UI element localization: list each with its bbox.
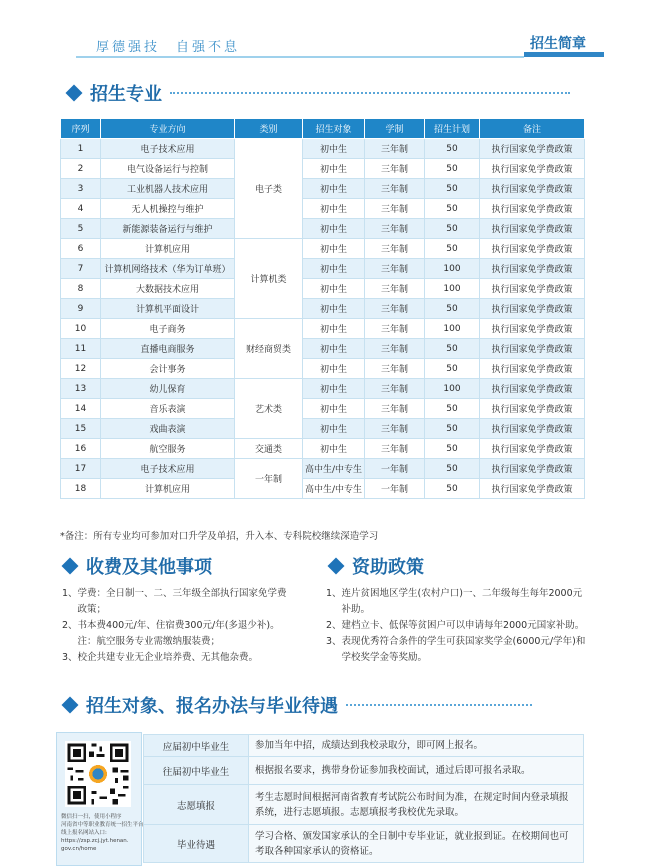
- row-text: 考生志愿时间根据河南省教育考试院公布时间为准，在规定时间内登录填报系统，进行志愿填报。志愿填报考我校优先录取。: [249, 785, 584, 825]
- cell-years: 三年制: [365, 179, 425, 199]
- cell-remark: 执行国家免学费政策: [480, 299, 585, 319]
- item-text: 表现优秀符合条件的学生可获国家奖学金(6000元/学年)和学校奖学金等奖励。: [341, 636, 586, 663]
- cell-major: 戏曲表演: [101, 419, 235, 439]
- cell-target: 初中生: [303, 379, 365, 399]
- cell-remark: 执行国家免学费政策: [480, 479, 585, 499]
- diamond-bullet-icon: [62, 697, 79, 714]
- col-header-target: 招生对象: [303, 119, 365, 139]
- table-row: [61, 439, 585, 459]
- row-text: 参加当年中招，成绩达到我校录取分，即可网上报名。: [249, 735, 584, 757]
- table-row: [144, 825, 584, 863]
- row-text: 学习合格、颁发国家承认的全日制中专毕业证，就业报到证。在校期间也可考取各种国家承认的资格证。: [249, 825, 584, 863]
- list-item: [326, 586, 588, 618]
- col-header-category: 类别: [235, 119, 303, 139]
- cell-years: 三年制: [365, 239, 425, 259]
- cell-remark: 执行国家免学费政策: [480, 439, 585, 459]
- cell-remark: 执行国家免学费政策: [480, 199, 585, 219]
- cell-years: 三年制: [365, 259, 425, 279]
- col-header-major: 专业方向: [101, 119, 235, 139]
- cell-target: 初中生: [303, 139, 365, 159]
- cell-major: 电子商务: [101, 319, 235, 339]
- cell-no: 17: [61, 459, 101, 479]
- slogan-part-1: 厚德强技: [96, 40, 161, 55]
- majors-note: *备注：所有专业均可参加对口升学及单招，升入本、专科院校继续深造学习: [60, 531, 379, 542]
- cell-major: 工业机器人技术应用: [101, 179, 235, 199]
- cell-years: 三年制: [365, 299, 425, 319]
- cell-target: 高中生/中专生: [303, 479, 365, 499]
- cell-category: 交通类: [235, 439, 303, 459]
- page-header: [0, 0, 660, 62]
- item-text: 建档立卡、低保等贫困户可以申请每年2000元国家补助。: [341, 620, 585, 631]
- qr-caption-line: 线上报名网站入口:: [61, 830, 107, 836]
- table-row: [61, 159, 585, 179]
- majors-table: [60, 118, 585, 499]
- col-header-plan: 招生计划: [425, 119, 480, 139]
- table-row: [61, 339, 585, 359]
- table-row: [61, 279, 585, 299]
- cell-plan: 50: [425, 179, 480, 199]
- cell-plan: 100: [425, 279, 480, 299]
- cell-target: 初中生: [303, 439, 365, 459]
- cell-no: 15: [61, 419, 101, 439]
- table-row: [61, 139, 585, 159]
- cell-remark: 执行国家免学费政策: [480, 419, 585, 439]
- cell-major: 新能源装备运行与维护: [101, 219, 235, 239]
- cell-major: 电子技术应用: [101, 459, 235, 479]
- cell-target: 初中生: [303, 219, 365, 239]
- qr-caption: [61, 813, 144, 853]
- qr-code-icon[interactable]: [65, 741, 131, 807]
- cell-remark: 执行国家免学费政策: [480, 379, 585, 399]
- col-header-remark: 备注: [480, 119, 585, 139]
- cell-no: 2: [61, 159, 101, 179]
- dotted-rule: [346, 704, 532, 706]
- cell-target: 初中生: [303, 419, 365, 439]
- cell-years: 三年制: [365, 399, 425, 419]
- cell-years: 三年制: [365, 359, 425, 379]
- diamond-bullet-icon: [62, 558, 79, 575]
- cell-years: 三年制: [365, 219, 425, 239]
- list-item: [326, 634, 588, 666]
- qr-caption-line: 河南省中等职业教育统一招生平台: [61, 822, 144, 828]
- cell-major: 音乐表演: [101, 399, 235, 419]
- cell-major: 幼儿保育: [101, 379, 235, 399]
- cell-years: 三年制: [365, 319, 425, 339]
- cell-plan: 50: [425, 199, 480, 219]
- cell-target: 初中生: [303, 299, 365, 319]
- cell-no: 12: [61, 359, 101, 379]
- item-text: 连片贫困地区学生(农村户口)一、二年级每生每年2000元补助。: [341, 588, 583, 615]
- cell-no: 4: [61, 199, 101, 219]
- cell-no: 18: [61, 479, 101, 499]
- table-row: [61, 399, 585, 419]
- table-row: [144, 735, 584, 757]
- cell-years: 三年制: [365, 279, 425, 299]
- table-row: [61, 359, 585, 379]
- brochure-title: 招生简章: [530, 36, 586, 52]
- cell-remark: 执行国家免学费政策: [480, 359, 585, 379]
- cell-years: 一年制: [365, 459, 425, 479]
- cell-remark: 执行国家免学费政策: [480, 259, 585, 279]
- diamond-bullet-icon: [328, 558, 345, 575]
- cell-no: 11: [61, 339, 101, 359]
- fees-title: 收费及其他事项: [86, 557, 212, 578]
- cell-major: 会计事务: [101, 359, 235, 379]
- cell-major: 电气设备运行与控制: [101, 159, 235, 179]
- cell-major: 大数据技术应用: [101, 279, 235, 299]
- cell-remark: 执行国家免学费政策: [480, 139, 585, 159]
- item-text: 书本费400元/年、住宿费300元/年(多退少补)。注：航空服务专业需缴纳服装费；: [77, 620, 280, 647]
- cell-plan: 100: [425, 259, 480, 279]
- cell-years: 三年制: [365, 419, 425, 439]
- table-row: [144, 757, 584, 785]
- qr-caption-line[interactable]: https://zsp.zcj.jyt.henan.: [61, 838, 129, 844]
- enroll-title: 招生对象、报名办法与毕业待遇: [86, 696, 338, 717]
- cell-remark: 执行国家免学费政策: [480, 179, 585, 199]
- col-header-no: 序列: [61, 119, 101, 139]
- enroll-heading: [64, 692, 532, 718]
- cell-no: 10: [61, 319, 101, 339]
- cell-major: 无人机操控与维护: [101, 199, 235, 219]
- cell-remark: 执行国家免学费政策: [480, 339, 585, 359]
- cell-plan: 50: [425, 139, 480, 159]
- cell-major: 计算机平面设计: [101, 299, 235, 319]
- table-row: [61, 379, 585, 399]
- diamond-bullet-icon: [66, 85, 83, 102]
- list-item: [62, 586, 294, 618]
- table-row: [144, 785, 584, 825]
- cell-major: 航空服务: [101, 439, 235, 459]
- cell-target: 初中生: [303, 179, 365, 199]
- item-number: 2、: [62, 620, 78, 631]
- cell-plan: 50: [425, 439, 480, 459]
- cell-target: 初中生: [303, 239, 365, 259]
- item-number: 2、: [326, 620, 342, 631]
- row-label: 志愿填报: [144, 785, 249, 825]
- list-item: [326, 618, 588, 634]
- cell-years: 三年制: [365, 439, 425, 459]
- cell-category: 电子类: [235, 139, 303, 239]
- cell-plan: 50: [425, 299, 480, 319]
- cell-no: 6: [61, 239, 101, 259]
- cell-no: 14: [61, 399, 101, 419]
- cell-plan: 50: [425, 159, 480, 179]
- cell-plan: 50: [425, 339, 480, 359]
- cell-category: 财经商贸类: [235, 319, 303, 379]
- cell-years: 三年制: [365, 139, 425, 159]
- qr-caption-line: 微信扫一扫，使用小程序: [61, 814, 122, 820]
- row-label: 毕业待遇: [144, 825, 249, 863]
- table-row: [61, 479, 585, 499]
- cell-remark: 执行国家免学费政策: [480, 239, 585, 259]
- cell-plan: 100: [425, 319, 480, 339]
- cell-no: 7: [61, 259, 101, 279]
- cell-major: 计算机应用: [101, 239, 235, 259]
- item-number: 3、: [326, 636, 342, 647]
- qr-caption-line[interactable]: gov.cn/home: [61, 846, 97, 852]
- table-row: [61, 319, 585, 339]
- cell-major: 电子技术应用: [101, 139, 235, 159]
- cell-plan: 50: [425, 419, 480, 439]
- cell-target: 初中生: [303, 319, 365, 339]
- cell-target: 初中生: [303, 199, 365, 219]
- subsidy-title: 资助政策: [352, 557, 424, 578]
- cell-remark: 执行国家免学费政策: [480, 459, 585, 479]
- cell-years: 三年制: [365, 159, 425, 179]
- cell-no: 3: [61, 179, 101, 199]
- table-row: [61, 259, 585, 279]
- cell-category: 计算机类: [235, 239, 303, 319]
- table-row: [61, 239, 585, 259]
- cell-plan: 50: [425, 399, 480, 419]
- item-number: 3、: [62, 652, 78, 663]
- item-text: 学费：全日制一、二、三年级全部执行国家免学费政策；: [77, 588, 287, 615]
- cell-remark: 执行国家免学费政策: [480, 279, 585, 299]
- majors-heading: [68, 80, 570, 106]
- cell-plan: 50: [425, 239, 480, 259]
- cell-target: 初中生: [303, 359, 365, 379]
- item-number: 1、: [62, 588, 78, 599]
- cell-target: 初中生: [303, 339, 365, 359]
- school-slogan: [96, 36, 240, 55]
- table-row: [61, 459, 585, 479]
- slogan-part-2: 自强不息: [176, 40, 241, 55]
- item-text: 校企共建专业无企业培养费、无其他杂费。: [77, 652, 259, 663]
- fees-list: [62, 586, 294, 666]
- cell-category: 艺术类: [235, 379, 303, 439]
- cell-remark: 执行国家免学费政策: [480, 159, 585, 179]
- cell-major: 直播电商服务: [101, 339, 235, 359]
- row-text: 根据报名要求，携带身份证参加我校面试，通过后即可报名录取。: [249, 757, 584, 785]
- subsidy-list: [326, 586, 588, 666]
- list-item: [62, 618, 294, 650]
- enrollment-table: [143, 734, 584, 863]
- table-row: [61, 199, 585, 219]
- cell-target: 初中生: [303, 159, 365, 179]
- cell-years: 三年制: [365, 339, 425, 359]
- subsidy-heading: [330, 553, 424, 579]
- row-label: 往届初中毕业生: [144, 757, 249, 785]
- cell-remark: 执行国家免学费政策: [480, 219, 585, 239]
- cell-remark: 执行国家免学费政策: [480, 399, 585, 419]
- majors-table-body: [61, 139, 585, 499]
- cell-target: 高中生/中专生: [303, 459, 365, 479]
- cell-major: 计算机应用: [101, 479, 235, 499]
- item-number: 1、: [326, 588, 342, 599]
- cell-plan: 50: [425, 359, 480, 379]
- row-label: 应届初中毕业生: [144, 735, 249, 757]
- cell-years: 三年制: [365, 379, 425, 399]
- cell-no: 13: [61, 379, 101, 399]
- cell-years: 三年制: [365, 199, 425, 219]
- table-row: [61, 219, 585, 239]
- cell-remark: 执行国家免学费政策: [480, 319, 585, 339]
- cell-target: 初中生: [303, 279, 365, 299]
- header-divider: [76, 56, 524, 58]
- majors-title: 招生专业: [90, 84, 162, 105]
- table-header-row: [61, 119, 585, 139]
- cell-category: 一年制: [235, 459, 303, 499]
- table-row: [61, 179, 585, 199]
- brochure-title-bar: [524, 52, 604, 57]
- cell-no: 5: [61, 219, 101, 239]
- qr-panel: [56, 732, 142, 866]
- cell-major: 计算机网络技术（华为订单班）: [101, 259, 235, 279]
- cell-target: 初中生: [303, 259, 365, 279]
- cell-no: 9: [61, 299, 101, 319]
- list-item: [62, 650, 294, 666]
- table-row: [61, 419, 585, 439]
- cell-no: 1: [61, 139, 101, 159]
- cell-no: 8: [61, 279, 101, 299]
- cell-years: 一年制: [365, 479, 425, 499]
- cell-plan: 50: [425, 219, 480, 239]
- cell-plan: 50: [425, 479, 480, 499]
- table-row: [61, 299, 585, 319]
- col-header-years: 学制: [365, 119, 425, 139]
- fees-heading: [64, 553, 212, 579]
- cell-plan: 100: [425, 379, 480, 399]
- cell-target: 初中生: [303, 399, 365, 419]
- cell-plan: 50: [425, 459, 480, 479]
- dotted-rule: [170, 92, 570, 94]
- cell-no: 16: [61, 439, 101, 459]
